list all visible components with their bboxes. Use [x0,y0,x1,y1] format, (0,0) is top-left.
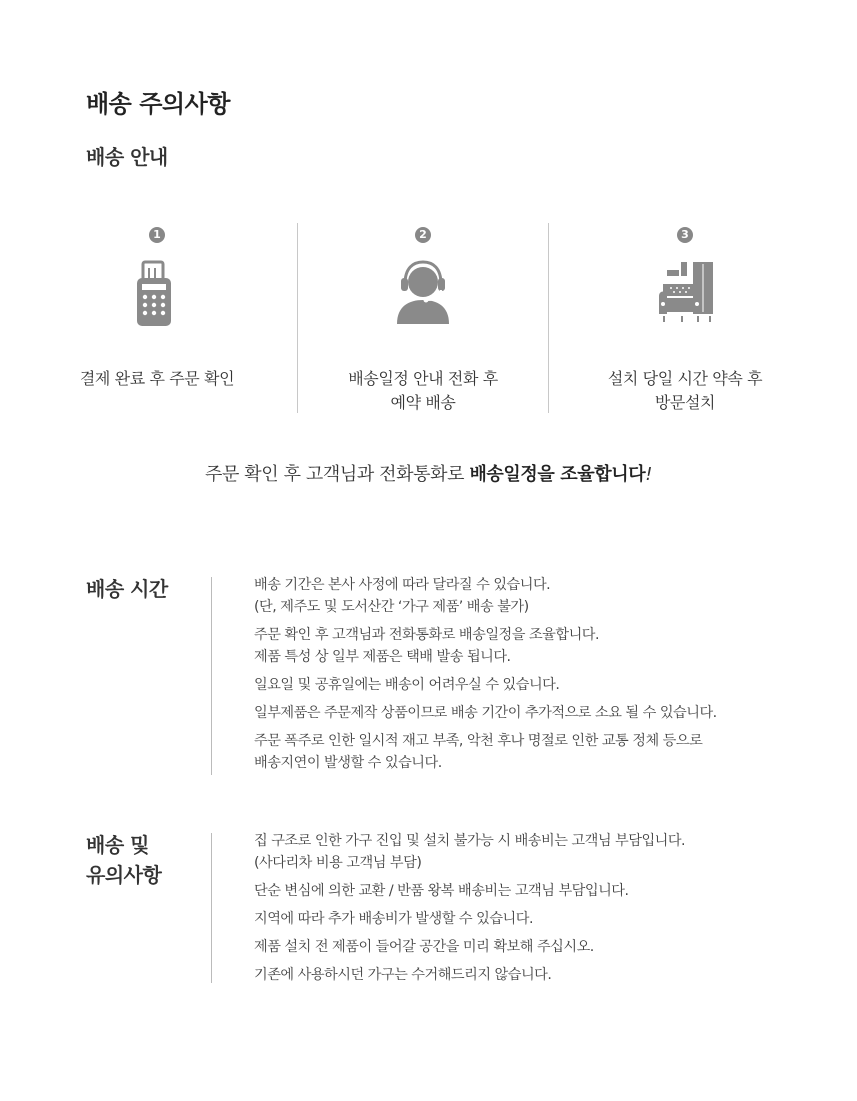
notice-bold: 배송일정을 조율합니다 [469,464,646,485]
step-number-3: 3 [677,227,693,243]
headset-agent-icon [391,260,455,326]
step-2 [298,220,548,416]
step-number-1: 1 [149,227,165,243]
delivery-notes-list [254,830,814,992]
sofa-installation-icon [653,260,717,326]
step-label-1: 결제 완료 후 주문 확인 [79,369,235,388]
delivery-time-divider [211,577,212,775]
page-title: 배송 주의사항 [86,90,230,118]
section-title: 배송 안내 [86,145,168,169]
schedule-notice [0,460,857,486]
list-item: 기존에 사용하시던 가구는 수거해드리지 않습니다. [254,967,552,983]
list-item: 주문 확인 후 고객님과 전화통화로 배송일정을 조율합니다. 제품 특성 상 일부 제품은 택배 발송 됩니다. [254,627,599,665]
payment-terminal-icon [125,260,189,326]
list-item: 일부제품은 주문제작 상품이므로 배송 기간이 추가적으로 소요 될 수 있습니다. [254,705,717,721]
list-item: 단순 변심에 의한 교환 / 반품 왕복 배송비는 고객님 부담입니다. [254,883,629,899]
notice-prefix: 주문 확인 후 고객님과 전화통화로 [204,464,470,485]
delivery-steps [0,220,857,416]
list-item: 지역에 따라 추가 배송비가 발생할 수 있습니다. [254,911,533,927]
delivery-notes-title: 배송 및 유의사항 [86,833,162,887]
step-label-2: 배송일정 안내 전화 후 예약 배송 [348,369,498,412]
delivery-time-list [254,574,814,780]
list-item: 일요일 및 공휴일에는 배송이 어려우실 수 있습니다. [254,677,560,693]
list-item: 주문 폭주로 인한 일시적 재고 부족, 악천 후나 명절로 인한 교통 정체 등으로 배송지연이 발생할 수 있습니다. [254,733,703,771]
step-number-2: 2 [415,227,431,243]
step-1 [32,220,282,416]
list-item: 제품 설치 전 제품이 들어갈 공간을 미리 확보해 주십시오. [254,939,594,955]
notice-suffix: ! [645,464,653,485]
delivery-notes-divider [211,833,212,983]
step-divider-2 [548,223,549,413]
step-label-3: 설치 당일 시간 약속 후 방문설치 [607,369,763,412]
step-3 [560,220,810,416]
list-item: 집 구조로 인한 가구 진입 및 설치 불가능 시 배송비는 고객님 부담입니다. (사다리차 비용 고객님 부담) [254,833,686,871]
delivery-time-title: 배송 시간 [86,577,168,601]
list-item: 배송 기간은 본사 사정에 따라 달라질 수 있습니다. (단, 제주도 및 도서산간 ‘가구 제품’ 배송 불가) [254,577,551,615]
